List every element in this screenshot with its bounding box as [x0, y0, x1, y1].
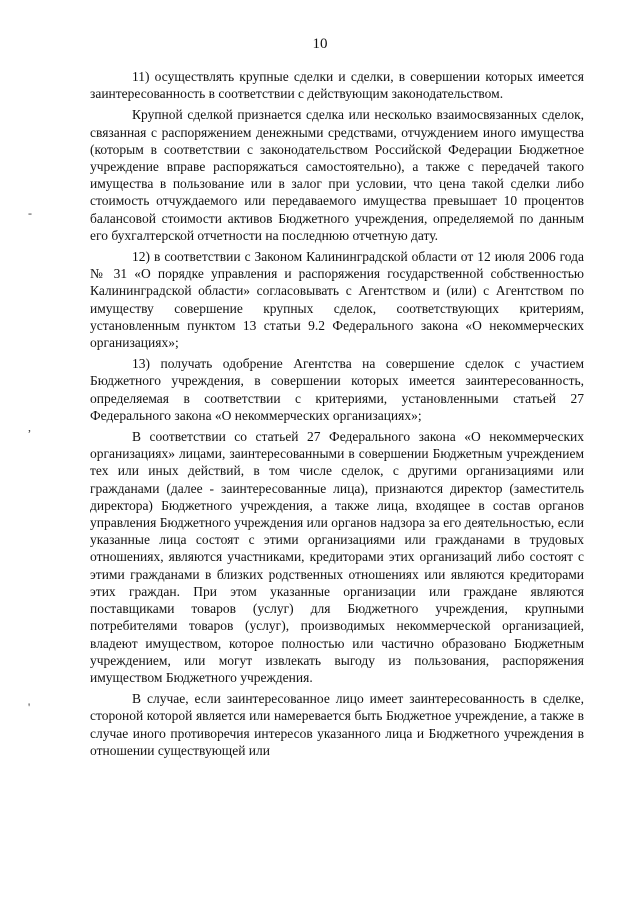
paragraph: 12) в соответствии с Законом Калининградской области от 12 июля 2006 года № 31 «О порядке управления и распоряжения государственной собственностью Калининградской области» согласовывать с Агентством и (или) с Агентством по имуществу совершение крупных сделок, соответствующих критериям, установленным пунктом 13 статьи 9.2 Федерального закона «О некоммерческих организациях»;: [90, 249, 584, 351]
margin-mark: ,: [28, 420, 31, 434]
paragraph: 13) получать одобрение Агентства на совершение сделок с участием Бюджетного учреждения, в совершении которых имеется заинтересованность, определяемая в соответствии с критериями, установленными статьей 27 Федерального закона «О некоммерческих организациях»;: [90, 356, 584, 423]
paragraph: В случае, если заинтересованное лицо имеет заинтересованность в сделке, стороной которой является или намеревается быть Бюджетное учреждение, а также в случае иного противоречия интересов указанного лица и Бюджетного учреждения в отношении существующей или: [90, 691, 584, 758]
document-body: [90, 68, 584, 763]
paragraph: 11) осуществлять крупные сделки и сделки, в совершении которых имеется заинтересованность в соответствии с действующим законодательством.: [90, 69, 584, 102]
paragraph: Крупной сделкой признается сделка или несколько взаимосвязанных сделок, связанная с распоряжением денежными средствами, отчуждением иного имущества (которым в соответствии с законодательством Российской Федерации Бюджетное учреждение вправе распоряжаться самостоятельно), а также с передачей такого имущества в пользование или в залог при условии, что цена такой сделки либо стоимость отчуждаемого или передаваемого имущества превышает 10 процентов балансовой стоимости активов Бюджетного учреждения, определяемой по данным его бухгалтерской отчетности на последнюю отчетную дату.: [90, 107, 584, 243]
margin-mark: ': [28, 700, 31, 714]
page-number: 10: [312, 36, 328, 52]
margin-mark: -: [28, 206, 32, 220]
paragraph: В соответствии со статьей 27 Федерального закона «О некоммерческих организациях» лицами, заинтересованными в совершении Бюджетным учреждением тех или иных действий, в том числе сделок, с другими организациями или гражданами (далее - заинтересованные лица), признаются директор (заместитель директора) Бюджетного учреждения, а также лица, входящее в состав органов управления Бюджетного учреждения или органов надзора за его деятельностью, если указанные лица состоят с этими организациями или гражданами в трудовых отношениях, являются участниками, кредиторами этих организаций либо состоят с этими гражданами в близких родственных отношениях или являются кредиторами этих граждан. При этом указанные организации или граждане являются поставщиками товаров (услуг) для Бюджетного учреждения, крупными потребителями товаров (услуг), производимых некоммерческой организацией, владеют имуществом, которое полностью или частично образовано Бюджетным учреждением, или могут извлекать выгоду из пользования, распоряжения имуществом Бюджетного учреждения.: [90, 429, 584, 685]
